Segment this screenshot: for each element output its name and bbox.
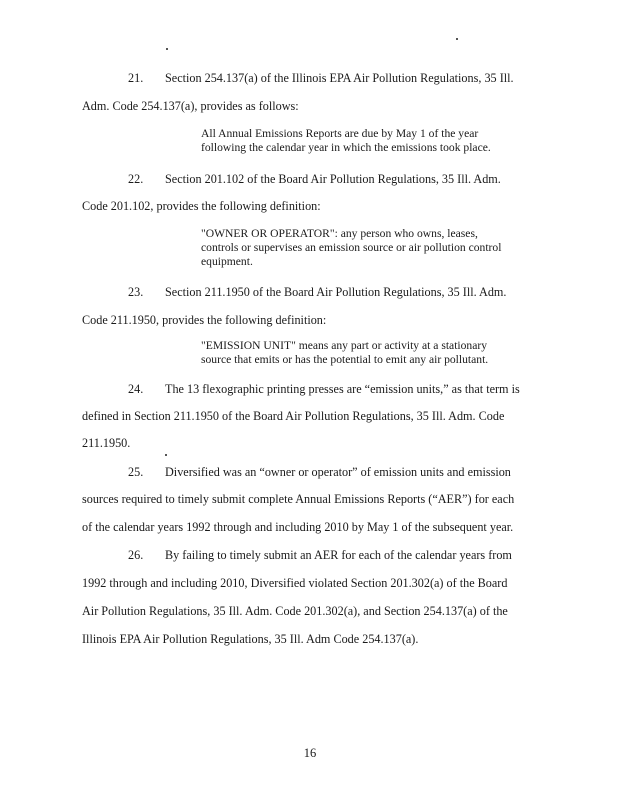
quote-line: source that emits or has the potential to emit any air pollutant.	[201, 353, 489, 366]
paragraph-text: Section 201.102 of the Board Air Pollution Regulations, 35 Ill. Adm.	[165, 172, 501, 186]
quote-line: following the calendar year in which the emissions took place.	[201, 141, 491, 154]
block-quote	[201, 339, 531, 367]
scan-speck	[456, 38, 458, 40]
quote-line: All Annual Emissions Reports are due by May 1 of the year	[201, 127, 479, 140]
paragraph-24-line: defined in Section 211.1950 of the Board Air Pollution Regulations, 35 Ill. Adm. Code	[82, 409, 505, 423]
quote-line: controls or supervises an emission source or air pollution control	[201, 241, 502, 254]
paragraph-21-line: Adm. Code 254.137(a), provides as follows:	[82, 99, 299, 113]
paragraph-21-first-line	[82, 70, 542, 86]
quote-line: equipment.	[201, 255, 253, 268]
paragraph-26-line: 1992 through and including 2010, Diversified violated Section 201.302(a) of the Board	[82, 576, 508, 590]
scan-speck	[166, 48, 168, 50]
page-number: 16	[303, 746, 317, 760]
paragraph-number: 21.	[128, 71, 144, 85]
quote-line: "OWNER OR OPERATOR": any person who owns, leases,	[201, 227, 478, 240]
paragraph-text: Diversified was an “owner or operator” of emission units and emission	[165, 465, 511, 479]
paragraph-25-first-line	[82, 464, 542, 480]
paragraph-22-first-line	[82, 171, 542, 187]
block-quote	[201, 127, 531, 155]
paragraph-26-line: Air Pollution Regulations, 35 Ill. Adm. Code 201.302(a), and Section 254.137(a) of the	[82, 604, 508, 618]
paragraph-23-line: Code 211.1950, provides the following definition:	[82, 313, 327, 327]
paragraph-22-line: Code 201.102, provides the following definition:	[82, 199, 321, 213]
paragraph-text: Section 254.137(a) of the Illinois EPA Air Pollution Regulations, 35 Ill.	[165, 71, 514, 85]
scan-speck	[165, 454, 167, 456]
paragraph-number: 24.	[128, 382, 144, 396]
paragraph-26-first-line	[82, 547, 542, 563]
block-quote	[201, 227, 531, 269]
paragraph-25-line: sources required to timely submit complete Annual Emissions Reports (“AER”) for each	[82, 492, 515, 506]
paragraph-number: 22.	[128, 172, 144, 186]
paragraph-text: By failing to timely submit an AER for each of the calendar years from	[165, 548, 512, 562]
quote-line: "EMISSION UNIT" means any part or activity at a stationary	[201, 339, 488, 352]
paragraph-24-line: 211.1950.	[82, 436, 131, 450]
paragraph-25-line: of the calendar years 1992 through and including 2010 by May 1 of the subsequent year.	[82, 520, 514, 534]
paragraph-number: 25.	[128, 465, 144, 479]
paragraph-text: Section 211.1950 of the Board Air Pollution Regulations, 35 Ill. Adm.	[165, 285, 507, 299]
paragraph-text: The 13 flexographic printing presses are “emission units,” as that term is	[165, 382, 520, 396]
paragraph-number: 23.	[128, 285, 144, 299]
paragraph-23-first-line	[82, 284, 542, 300]
paragraph-24-first-line	[82, 381, 542, 397]
paragraph-26-line: Illinois EPA Air Pollution Regulations, 35 Ill. Adm Code 254.137(a).	[82, 632, 419, 646]
paragraph-number: 26.	[128, 548, 144, 562]
